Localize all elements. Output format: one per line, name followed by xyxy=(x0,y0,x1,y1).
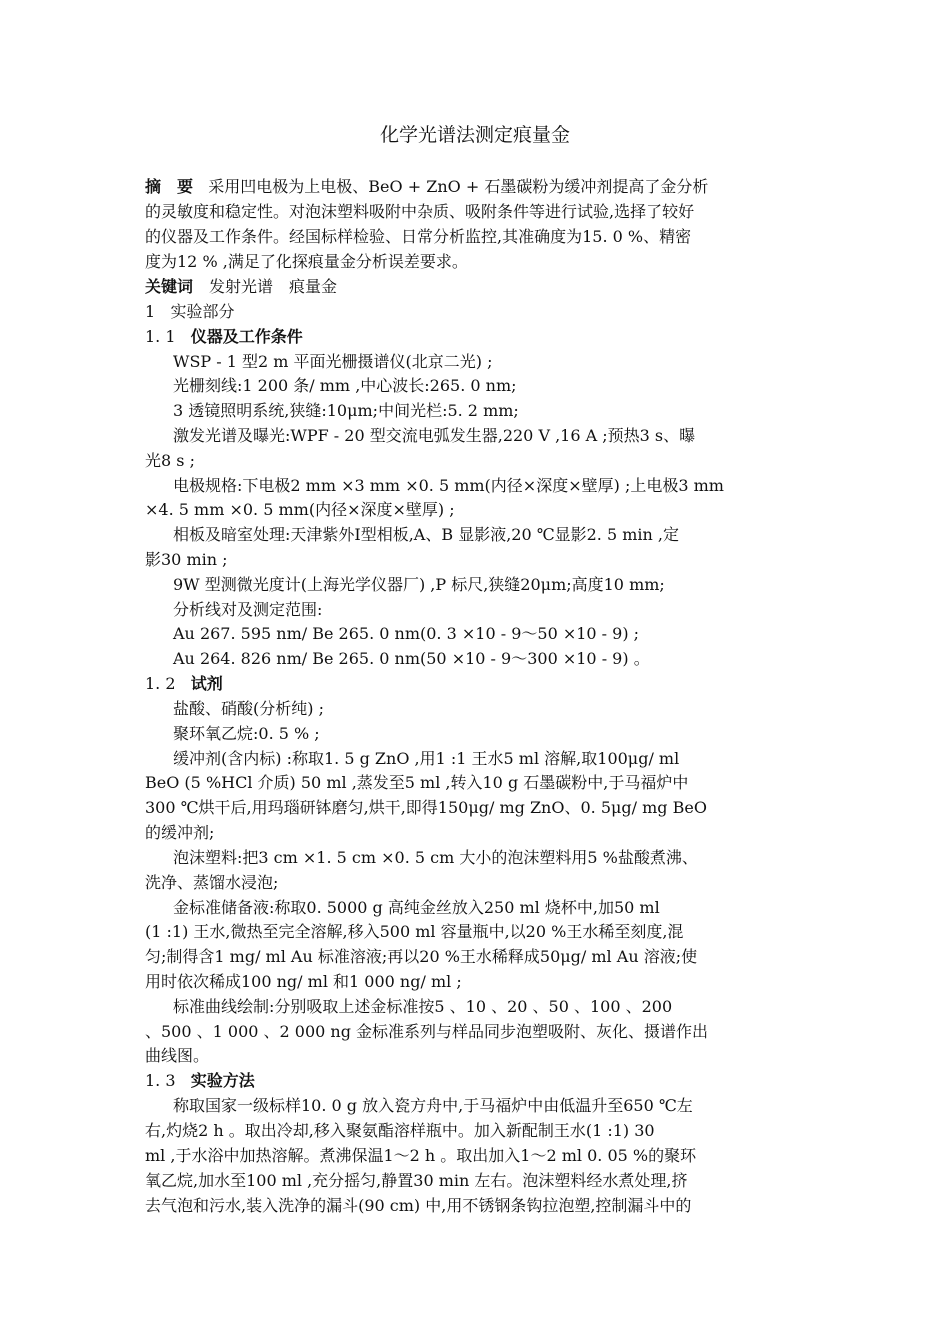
body-line: 9W 型测微光度计(上海光学仪器厂) ,P 标尺,狭缝20μm;高度10 mm; xyxy=(173,575,665,594)
section-heading: 1 实验部分 xyxy=(145,302,235,321)
body-line: 标准曲线绘制:分别吸取上述金标准按5 、10 、20 、50 、100 、200 xyxy=(173,997,673,1016)
body-line: 相板及暗室处理:天津紫外Ⅰ型相板,A、B 显影液,20 ℃显影2. 5 min ,定 xyxy=(173,525,680,544)
paper-title: 化学光谱法测定痕量金 xyxy=(379,124,570,146)
body-line: WSP - 1 型2 m 平面光栅摄谱仪(北京二光) ; xyxy=(173,352,493,371)
subsection-heading: 1. 2 试剂 xyxy=(145,674,223,693)
body-line: Au 264. 826 nm/ Be 265. 0 nm(50 ×10 - 9～300 ×10 - 9) 。 xyxy=(173,649,650,668)
body-line: 光8 s ; xyxy=(145,451,195,470)
body-line: 金标准储备液:称取0. 5000 g 高纯金丝放入250 ml 烧杯中,加50 ml xyxy=(173,898,660,917)
keywords-text: 发射光谱 痕量金 xyxy=(209,277,338,296)
keywords-line xyxy=(145,275,810,299)
body-line: 去气泡和污水,装入洗净的漏斗(90 cm) 中,用不锈钢条钩拉泡塑,控制漏斗中的 xyxy=(145,1196,692,1215)
abstract-line: 摘 要 采用凹电极为上电极、BeO + ZnO + 石墨碳粉为缓冲剂提高了金分析 xyxy=(145,177,709,196)
body-line: 聚环氧乙烷:0. 5 % ; xyxy=(173,724,320,743)
body-line: 的缓冲剂; xyxy=(145,823,215,842)
body-line: 氧乙烷,加水至100 ml ,充分摇匀,静置30 min 左右。泡沫塑料经水煮处理,挤 xyxy=(145,1171,688,1190)
body-line: 匀;制得含1 mg/ ml Au 标准溶液;再以20 %王水稀释成50μg/ ml Au 溶液;使 xyxy=(145,947,698,966)
subsection-heading: 1. 1 仪器及工作条件 xyxy=(145,327,303,346)
body-line: Au 267. 595 nm/ Be 265. 0 nm(0. 3 ×10 - 9～50 ×10 - 9) ; xyxy=(173,624,640,643)
body-line: 泡沫塑料:把3 cm ×1. 5 cm ×0. 5 cm 大小的泡沫塑料用5 %盐酸煮沸、 xyxy=(173,848,698,867)
body-line: 光栅刻线:1 200 条/ mm ,中心波长:265. 0 nm; xyxy=(173,376,517,395)
abstract-line: 的灵敏度和稳定性。对泡沫塑料吸附中杂质、吸附条件等进行试验,选择了较好 xyxy=(145,202,695,221)
body-line: 右,灼烧2 h 。取出冷却,移入聚氨酯溶样瓶中。加入新配制王水(1 :1) 30 xyxy=(145,1121,655,1140)
keywords-label: 关键词 xyxy=(145,277,194,296)
body-line: 电极规格:下电极2 mm ×3 mm ×0. 5 mm(内径×深度×壁厚) ;上电极3 mm xyxy=(173,476,724,495)
abstract-label: 摘 要 xyxy=(145,177,194,196)
body-line: 300 ℃烘干后,用玛瑙研钵磨匀,烘干,即得150μg/ mg ZnO、0. 5μg/ mg BeO xyxy=(145,798,707,817)
subsection-heading: 1. 3 实验方法 xyxy=(145,1071,255,1090)
body-line: 3 透镜照明系统,狭缝:10μm;中间光栏:5. 2 mm; xyxy=(173,401,519,420)
body-line: 分析线对及测定范围: xyxy=(173,600,323,619)
abstract-line: 度为12 % ,满足了化探痕量金分析误差要求。 xyxy=(145,252,468,271)
body-line: ml ,于水浴中加热溶解。煮沸保温1～2 h 。取出加入1～2 ml 0. 05 %的聚环 xyxy=(145,1146,697,1165)
body-line: 激发光谱及曝光:WPF - 20 型交流电弧发生器,220 V ,16 A ;预热3 s、曝 xyxy=(173,426,696,445)
body-line: 缓冲剂(含内标) :称取1. 5 g ZnO ,用1 :1 王水5 ml 溶解,取100μg/ ml xyxy=(173,749,680,768)
body-line: 影30 min ; xyxy=(145,550,228,569)
body-line: 、500 、1 000 、2 000 ng 金标准系列与样品同步泡塑吸附、灰化、摄谱作出 xyxy=(145,1022,709,1041)
body-line: 用时依次稀成100 ng/ ml 和1 000 ng/ ml ; xyxy=(145,972,462,991)
body-line: ×4. 5 mm ×0. 5 mm(内径×深度×壁厚) ; xyxy=(145,500,455,519)
body-line: 称取国家一级标样10. 0 g 放入瓷方舟中,于马福炉中由低温升至650 ℃左 xyxy=(173,1096,693,1115)
body-line: 曲线图。 xyxy=(145,1046,210,1065)
abstract-line: 的仪器及工作条件。经国标样检验、日常分析监控,其准确度为15. 0 %、精密 xyxy=(145,227,692,246)
body-line: BeO (5 %HCl 介质) 50 ml ,蒸发至5 ml ,转入10 g 石墨碳粉中,于马福炉中 xyxy=(145,773,689,792)
body-line: 洗净、蒸馏水浸泡; xyxy=(145,873,279,892)
body-line: 盐酸、硝酸(分析纯) ; xyxy=(173,699,324,718)
body-line: (1 :1) 王水,微热至完全溶解,移入500 ml 容量瓶中,以20 %王水稀至刻度,混 xyxy=(145,922,684,941)
